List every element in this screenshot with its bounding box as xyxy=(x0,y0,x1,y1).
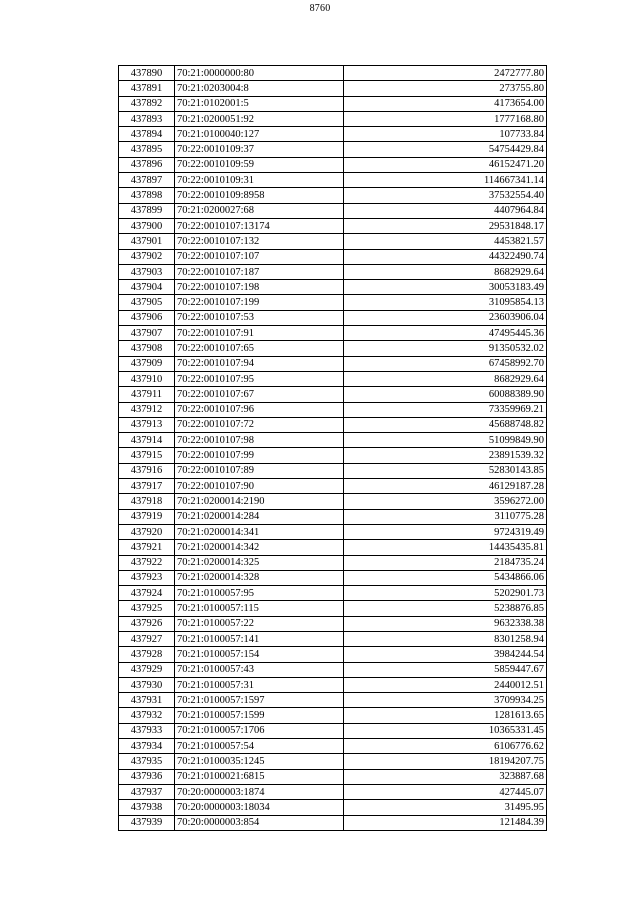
cadastral-number-cell: 70:22:0010109:8958 xyxy=(175,188,344,203)
table-row xyxy=(119,387,547,402)
row-number-cell: 437905 xyxy=(119,295,175,310)
table-row xyxy=(119,264,547,279)
row-number-cell: 437904 xyxy=(119,280,175,295)
value-cell: 46152471.20 xyxy=(344,157,547,172)
table-row xyxy=(119,66,547,81)
row-number-cell: 437932 xyxy=(119,708,175,723)
value-cell: 3596272.00 xyxy=(344,494,547,509)
value-cell: 9724319.49 xyxy=(344,524,547,539)
value-cell: 23891539.32 xyxy=(344,448,547,463)
table-row xyxy=(119,494,547,509)
value-cell: 31095854.13 xyxy=(344,295,547,310)
cadastral-number-cell: 70:22:0010107:95 xyxy=(175,371,344,386)
cadastral-number-cell: 70:21:0203004:8 xyxy=(175,81,344,96)
table-row xyxy=(119,295,547,310)
table-row xyxy=(119,417,547,432)
value-cell: 37532554.40 xyxy=(344,188,547,203)
table-row xyxy=(119,693,547,708)
table-row xyxy=(119,784,547,799)
cadastral-number-cell: 70:21:0200014:2190 xyxy=(175,494,344,509)
table-row xyxy=(119,218,547,233)
table-row xyxy=(119,188,547,203)
row-number-cell: 437891 xyxy=(119,81,175,96)
cadastral-number-cell: 70:21:0100057:115 xyxy=(175,601,344,616)
row-number-cell: 437935 xyxy=(119,754,175,769)
value-cell: 2472777.80 xyxy=(344,66,547,81)
row-number-cell: 437890 xyxy=(119,66,175,81)
value-cell: 18194207.75 xyxy=(344,754,547,769)
cadastral-number-cell: 70:22:0010107:65 xyxy=(175,341,344,356)
table-row xyxy=(119,555,547,570)
page-number: 8760 xyxy=(309,3,331,14)
row-number-cell: 437903 xyxy=(119,264,175,279)
cadastral-number-cell: 70:21:0100057:141 xyxy=(175,631,344,646)
row-number-cell: 437897 xyxy=(119,173,175,188)
table-row xyxy=(119,310,547,325)
value-cell: 29531848.17 xyxy=(344,218,547,233)
row-number-cell: 437894 xyxy=(119,127,175,142)
row-number-cell: 437896 xyxy=(119,157,175,172)
row-number-cell: 437920 xyxy=(119,524,175,539)
row-number-cell: 437913 xyxy=(119,417,175,432)
value-cell: 8301258.94 xyxy=(344,631,547,646)
cadastral-number-cell: 70:22:0010107:72 xyxy=(175,417,344,432)
row-number-cell: 437908 xyxy=(119,341,175,356)
value-cell: 3110775.28 xyxy=(344,509,547,524)
row-number-cell: 437923 xyxy=(119,570,175,585)
cadastral-number-cell: 70:21:0200014:342 xyxy=(175,540,344,555)
value-cell: 4407964.84 xyxy=(344,203,547,218)
value-cell: 8682929.64 xyxy=(344,264,547,279)
table-row xyxy=(119,677,547,692)
value-cell: 5859447.67 xyxy=(344,662,547,677)
row-number-cell: 437938 xyxy=(119,800,175,815)
table-row xyxy=(119,647,547,662)
row-number-cell: 437931 xyxy=(119,693,175,708)
row-number-cell: 437893 xyxy=(119,111,175,126)
registry-table xyxy=(118,65,547,831)
cadastral-number-cell: 70:21:0100057:22 xyxy=(175,616,344,631)
table-row xyxy=(119,708,547,723)
cadastral-number-cell: 70:22:0010107:67 xyxy=(175,387,344,402)
cadastral-number-cell: 70:21:0100057:95 xyxy=(175,586,344,601)
row-number-cell: 437927 xyxy=(119,631,175,646)
table-row xyxy=(119,326,547,341)
value-cell: 52830143.85 xyxy=(344,463,547,478)
table-row xyxy=(119,800,547,815)
cadastral-number-cell: 70:21:0200014:284 xyxy=(175,509,344,524)
value-cell: 4453821.57 xyxy=(344,234,547,249)
row-number-cell: 437937 xyxy=(119,784,175,799)
row-number-cell: 437929 xyxy=(119,662,175,677)
row-number-cell: 437910 xyxy=(119,371,175,386)
cadastral-number-cell: 70:21:0200014:341 xyxy=(175,524,344,539)
cadastral-number-cell: 70:22:0010107:132 xyxy=(175,234,344,249)
value-cell: 2440012.51 xyxy=(344,677,547,692)
row-number-cell: 437911 xyxy=(119,387,175,402)
value-cell: 67458992.70 xyxy=(344,356,547,371)
value-cell: 427445.07 xyxy=(344,784,547,799)
table-row xyxy=(119,203,547,218)
cadastral-number-cell: 70:22:0010107:90 xyxy=(175,479,344,494)
cadastral-number-cell: 70:20:0000003:18034 xyxy=(175,800,344,815)
table-row xyxy=(119,586,547,601)
row-number-cell: 437895 xyxy=(119,142,175,157)
value-cell: 323887.68 xyxy=(344,769,547,784)
cadastral-number-cell: 70:21:0102001:5 xyxy=(175,96,344,111)
table-row xyxy=(119,142,547,157)
value-cell: 273755.80 xyxy=(344,81,547,96)
value-cell: 3709934.25 xyxy=(344,693,547,708)
row-number-cell: 437926 xyxy=(119,616,175,631)
table-row xyxy=(119,479,547,494)
table-row xyxy=(119,601,547,616)
value-cell: 10365331.45 xyxy=(344,723,547,738)
cadastral-number-cell: 70:22:0010107:91 xyxy=(175,326,344,341)
cadastral-number-cell: 70:22:0010107:98 xyxy=(175,433,344,448)
value-cell: 9632338.38 xyxy=(344,616,547,631)
cadastral-number-cell: 70:21:0100021:6815 xyxy=(175,769,344,784)
table-row xyxy=(119,356,547,371)
table-row xyxy=(119,524,547,539)
row-number-cell: 437902 xyxy=(119,249,175,264)
row-number-cell: 437907 xyxy=(119,326,175,341)
row-number-cell: 437936 xyxy=(119,769,175,784)
value-cell: 114667341.14 xyxy=(344,173,547,188)
row-number-cell: 437922 xyxy=(119,555,175,570)
cadastral-number-cell: 70:21:0100057:154 xyxy=(175,647,344,662)
row-number-cell: 437924 xyxy=(119,586,175,601)
table-row xyxy=(119,96,547,111)
value-cell: 1777168.80 xyxy=(344,111,547,126)
cadastral-number-cell: 70:21:0200027:68 xyxy=(175,203,344,218)
table-row xyxy=(119,769,547,784)
value-cell: 60088389.90 xyxy=(344,387,547,402)
table-row xyxy=(119,127,547,142)
value-cell: 31495.95 xyxy=(344,800,547,815)
cadastral-number-cell: 70:22:0010107:107 xyxy=(175,249,344,264)
value-cell: 54754429.84 xyxy=(344,142,547,157)
cadastral-number-cell: 70:22:0010107:13174 xyxy=(175,218,344,233)
row-number-cell: 437912 xyxy=(119,402,175,417)
value-cell: 91350532.02 xyxy=(344,341,547,356)
value-cell: 6106776.62 xyxy=(344,739,547,754)
value-cell: 47495445.36 xyxy=(344,326,547,341)
value-cell: 107733.84 xyxy=(344,127,547,142)
value-cell: 8682929.64 xyxy=(344,371,547,386)
cadastral-number-cell: 70:22:0010109:59 xyxy=(175,157,344,172)
table-row xyxy=(119,157,547,172)
table-row xyxy=(119,341,547,356)
value-cell: 30053183.49 xyxy=(344,280,547,295)
row-number-cell: 437901 xyxy=(119,234,175,249)
row-number-cell: 437925 xyxy=(119,601,175,616)
table-row xyxy=(119,723,547,738)
value-cell: 14435435.81 xyxy=(344,540,547,555)
table-row xyxy=(119,448,547,463)
cadastral-number-cell: 70:22:0010109:37 xyxy=(175,142,344,157)
table-row xyxy=(119,81,547,96)
value-cell: 3984244.54 xyxy=(344,647,547,662)
table-row xyxy=(119,173,547,188)
cadastral-number-cell: 70:21:0200014:325 xyxy=(175,555,344,570)
table-row xyxy=(119,631,547,646)
table-row xyxy=(119,662,547,677)
row-number-cell: 437916 xyxy=(119,463,175,478)
cadastral-number-cell: 70:22:0010107:53 xyxy=(175,310,344,325)
row-number-cell: 437906 xyxy=(119,310,175,325)
row-number-cell: 437914 xyxy=(119,433,175,448)
registry-table-body xyxy=(119,66,547,831)
row-number-cell: 437917 xyxy=(119,479,175,494)
cadastral-number-cell: 70:22:0010107:94 xyxy=(175,356,344,371)
table-row xyxy=(119,570,547,585)
table-row xyxy=(119,433,547,448)
cadastral-number-cell: 70:22:0010109:31 xyxy=(175,173,344,188)
cadastral-number-cell: 70:21:0100057:43 xyxy=(175,662,344,677)
cadastral-number-cell: 70:22:0010107:96 xyxy=(175,402,344,417)
row-number-cell: 437921 xyxy=(119,540,175,555)
value-cell: 23603906.04 xyxy=(344,310,547,325)
value-cell: 73359969.21 xyxy=(344,402,547,417)
row-number-cell: 437939 xyxy=(119,815,175,830)
value-cell: 51099849.90 xyxy=(344,433,547,448)
row-number-cell: 437928 xyxy=(119,647,175,662)
cadastral-number-cell: 70:21:0200014:328 xyxy=(175,570,344,585)
cadastral-number-cell: 70:21:0100057:1599 xyxy=(175,708,344,723)
cadastral-number-cell: 70:21:0100057:1706 xyxy=(175,723,344,738)
cadastral-number-cell: 70:22:0010107:89 xyxy=(175,463,344,478)
row-number-cell: 437915 xyxy=(119,448,175,463)
cadastral-number-cell: 70:21:0100057:1597 xyxy=(175,693,344,708)
cadastral-number-cell: 70:21:0100057:31 xyxy=(175,677,344,692)
table-row xyxy=(119,540,547,555)
value-cell: 5238876.85 xyxy=(344,601,547,616)
table-row xyxy=(119,509,547,524)
row-number-cell: 437919 xyxy=(119,509,175,524)
cadastral-number-cell: 70:21:0200051:92 xyxy=(175,111,344,126)
table-row xyxy=(119,463,547,478)
cadastral-number-cell: 70:20:0000003:1874 xyxy=(175,784,344,799)
value-cell: 2184735.24 xyxy=(344,555,547,570)
row-number-cell: 437898 xyxy=(119,188,175,203)
value-cell: 4173654.00 xyxy=(344,96,547,111)
value-cell: 46129187.28 xyxy=(344,479,547,494)
value-cell: 121484.39 xyxy=(344,815,547,830)
table-row xyxy=(119,739,547,754)
row-number-cell: 437930 xyxy=(119,677,175,692)
table-row xyxy=(119,815,547,830)
cadastral-number-cell: 70:22:0010107:99 xyxy=(175,448,344,463)
row-number-cell: 437933 xyxy=(119,723,175,738)
cadastral-number-cell: 70:21:0100040:127 xyxy=(175,127,344,142)
cadastral-number-cell: 70:22:0010107:187 xyxy=(175,264,344,279)
cadastral-number-cell: 70:21:0100035:1245 xyxy=(175,754,344,769)
table-row xyxy=(119,402,547,417)
table-row xyxy=(119,616,547,631)
row-number-cell: 437892 xyxy=(119,96,175,111)
value-cell: 44322490.74 xyxy=(344,249,547,264)
table-row xyxy=(119,249,547,264)
cadastral-number-cell: 70:21:0100057:54 xyxy=(175,739,344,754)
row-number-cell: 437900 xyxy=(119,218,175,233)
cadastral-number-cell: 70:20:0000003:854 xyxy=(175,815,344,830)
cadastral-number-cell: 70:22:0010107:198 xyxy=(175,280,344,295)
value-cell: 1281613.65 xyxy=(344,708,547,723)
table-row xyxy=(119,280,547,295)
table-row xyxy=(119,754,547,769)
row-number-cell: 437899 xyxy=(119,203,175,218)
cadastral-number-cell: 70:21:0000000:80 xyxy=(175,66,344,81)
table-row xyxy=(119,234,547,249)
value-cell: 5202901.73 xyxy=(344,586,547,601)
table-row xyxy=(119,111,547,126)
value-cell: 45688748.82 xyxy=(344,417,547,432)
table-row xyxy=(119,371,547,386)
row-number-cell: 437934 xyxy=(119,739,175,754)
cadastral-number-cell: 70:22:0010107:199 xyxy=(175,295,344,310)
row-number-cell: 437909 xyxy=(119,356,175,371)
value-cell: 5434866.06 xyxy=(344,570,547,585)
row-number-cell: 437918 xyxy=(119,494,175,509)
